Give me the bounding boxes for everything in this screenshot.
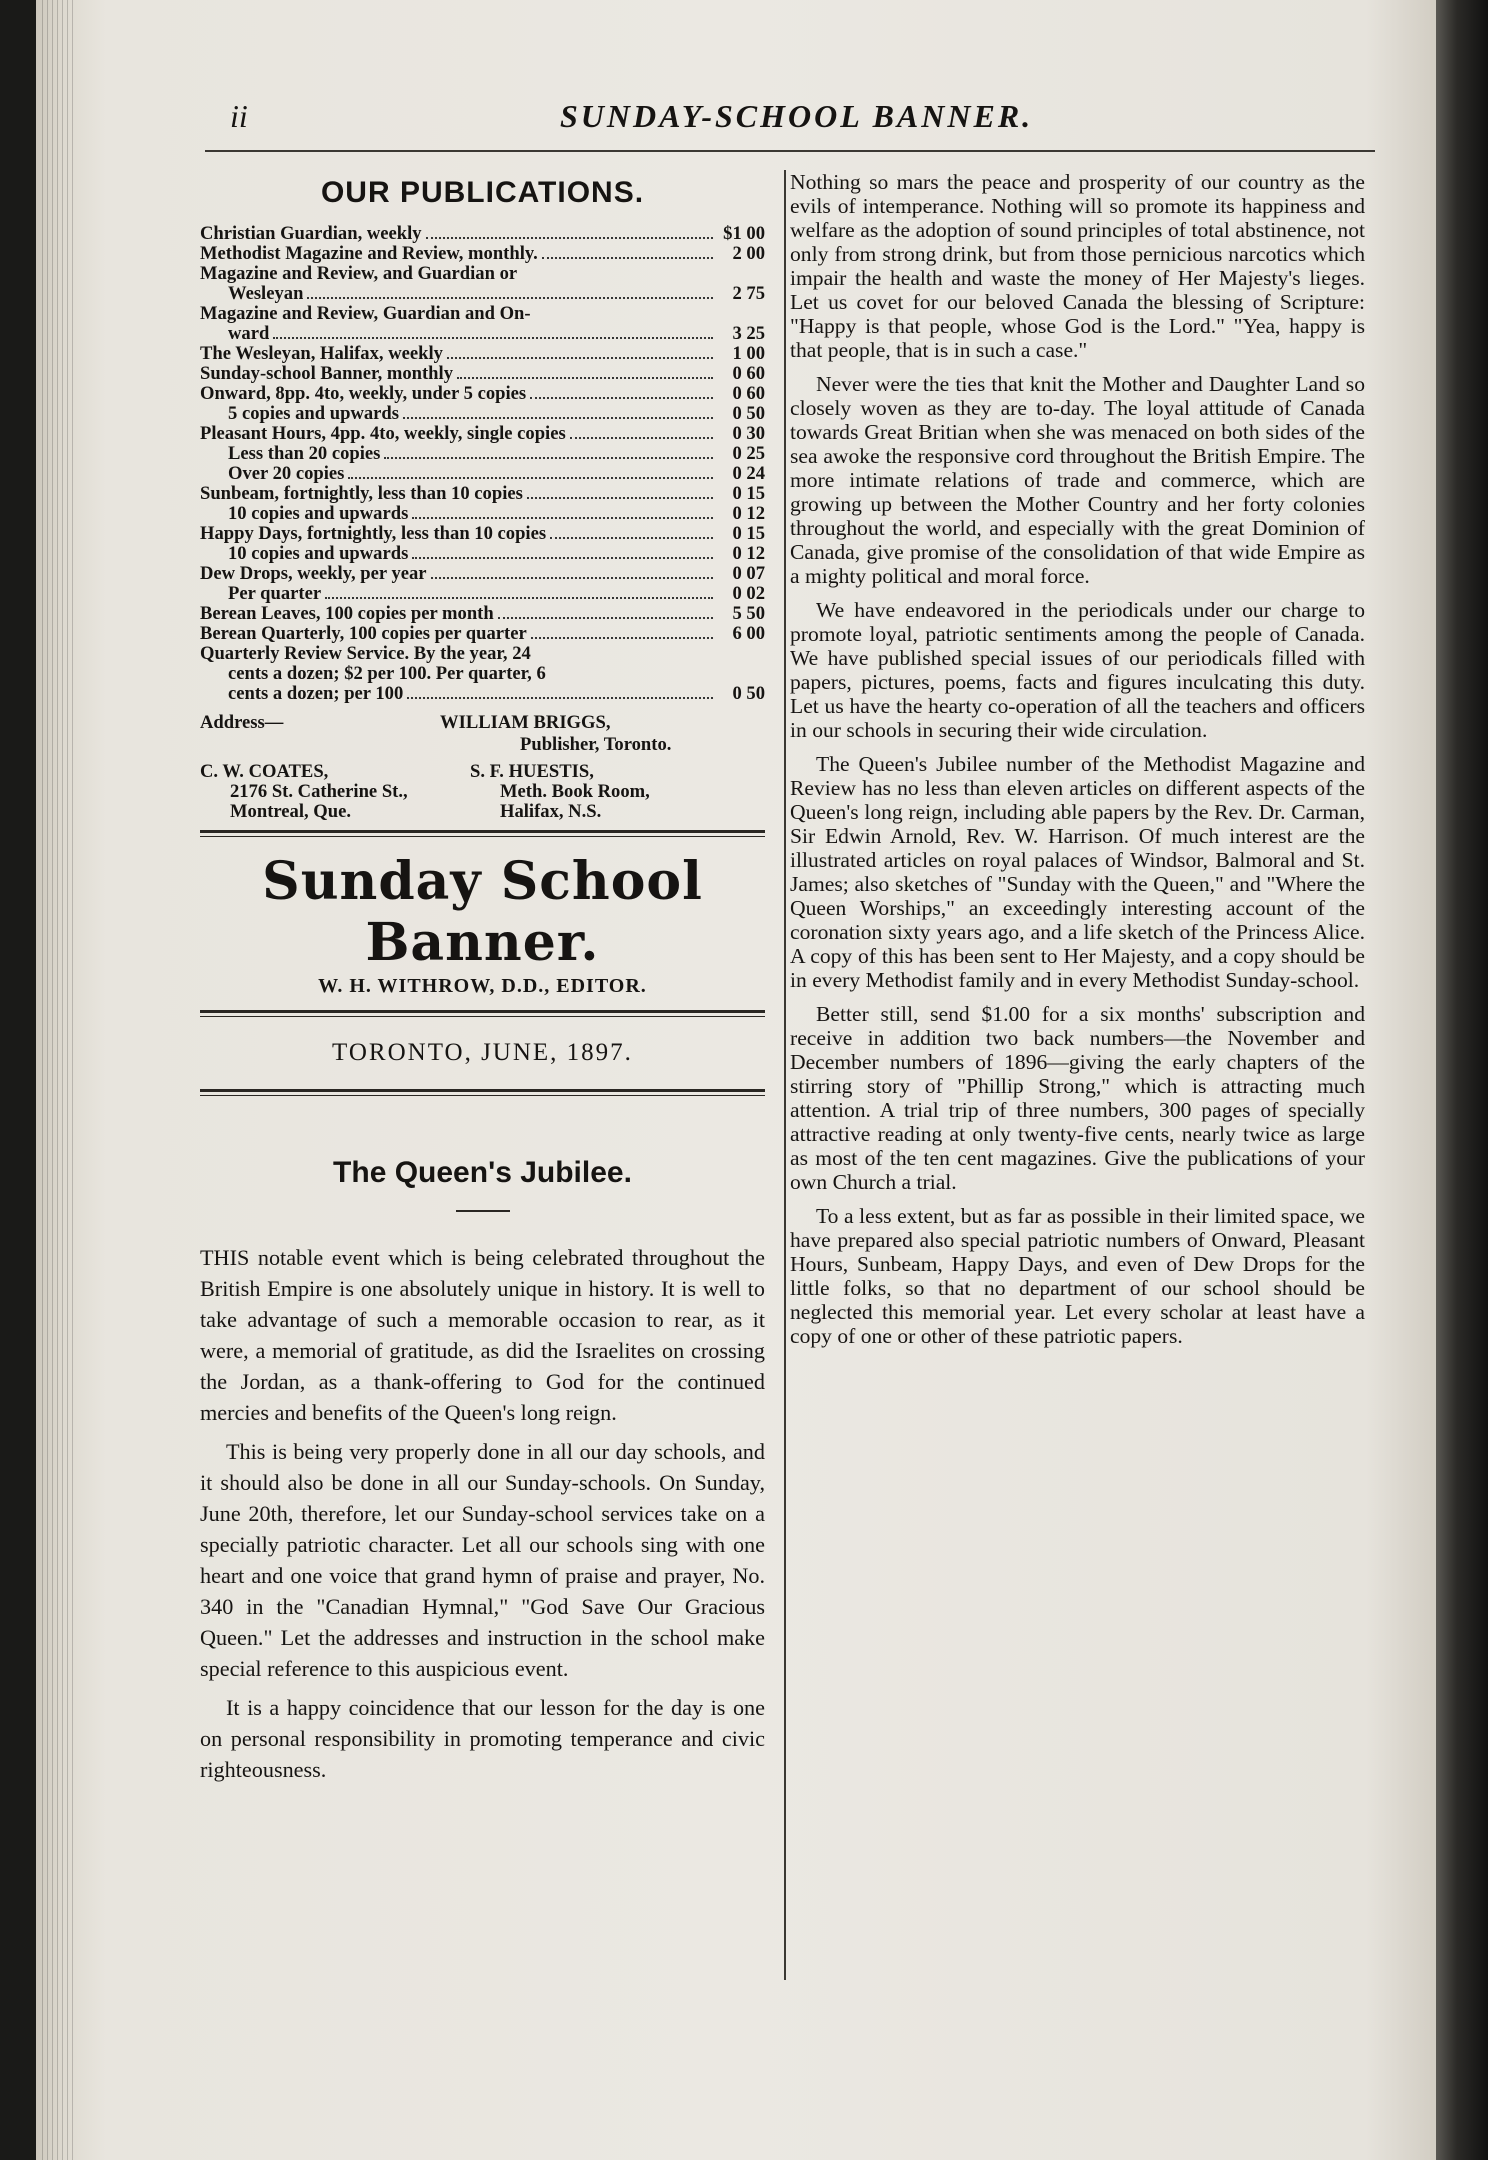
address-block bbox=[200, 712, 765, 830]
price-list-row bbox=[200, 664, 765, 684]
publication-price: 2 75 bbox=[732, 283, 765, 304]
article-paragraph: We have endeavored in the periodicals under our charge to promote loyal, patriotic sentiments among the people of Canada. We have published special issues of our periodicals filled with papers, pictures, poems, facts and figures inculcating this duty. Let us have the hearty co-operation of all the teachers and officers in our schools in securing their wide circulation. bbox=[790, 598, 1365, 742]
article-paragraph: This is being very properly done in all our day schools, and it should also be done in all our Sunday-schools. On Sunday, June 20th, therefore, let our Sunday-school services take on a specially patriotic character. Let all our schools sing with one heart and one voice that grand hymn of praise and prayer, No. 340 in the "Canadian Hymnal," "God Save Our Gracious Queen." Let the addresses and instruction in the school make special reference to this auspicious event. bbox=[200, 1439, 765, 1681]
leader-dots bbox=[447, 357, 713, 359]
publications-heading: OUR PUBLICATIONS. bbox=[320, 176, 645, 209]
article-paragraph: It is a happy coincidence that our lesson for the day is one on personal responsibility in promoting temperance and civic righteousness. bbox=[200, 1695, 765, 1782]
leader-dots bbox=[412, 517, 713, 519]
price-list-row bbox=[200, 344, 765, 364]
agent-line: 2176 St. Catherine St., bbox=[230, 781, 408, 802]
publication-price: 0 15 bbox=[732, 523, 765, 544]
leader-dots bbox=[384, 457, 713, 459]
publisher-place: Publisher, Toronto. bbox=[520, 734, 672, 755]
paragraph-text: notable event which is being celebrated throughout the British Empire is one absolutely unique in history. It is well to take advantage of such a memorable occasion to rear, as it were, a memorial of gratitude, as did the Israelites on crossing the Jordan, as a thank-offering to God for the continued mercies and benefits of the Queen's long reign. bbox=[200, 1245, 765, 1425]
publication-price: 0 15 bbox=[732, 483, 765, 504]
publication-price: 2 00 bbox=[732, 243, 765, 264]
agent-halifax bbox=[470, 762, 650, 822]
publication-price: 0 12 bbox=[732, 503, 765, 524]
price-list-row bbox=[200, 364, 765, 384]
leader-dots bbox=[570, 437, 713, 439]
publication-price: 0 60 bbox=[732, 383, 765, 404]
agent-montreal bbox=[200, 762, 408, 822]
leader-dots bbox=[273, 337, 713, 339]
publication-label: 10 copies and upwards bbox=[228, 544, 409, 564]
publication-price: 0 07 bbox=[732, 563, 765, 584]
agent-line: Halifax, N.S. bbox=[500, 801, 602, 822]
article-title: The Queen's Jubilee. bbox=[333, 1156, 632, 1189]
price-list-row bbox=[200, 384, 765, 404]
masthead-title: Sunday School Banner. bbox=[262, 851, 703, 973]
leader-dots bbox=[407, 697, 713, 699]
address-label: Address— bbox=[200, 712, 284, 733]
publication-label: Happy Days, fortnightly, less than 10 copies bbox=[200, 524, 547, 544]
publication-price: 0 12 bbox=[732, 543, 765, 564]
publication-label: Onward, 8pp. 4to, weekly, under 5 copies bbox=[200, 384, 527, 404]
publication-label: 10 copies and upwards bbox=[228, 504, 409, 524]
right-column bbox=[790, 170, 1365, 1358]
header-rule bbox=[205, 150, 1375, 152]
price-list-row bbox=[200, 404, 765, 424]
publication-label: The Wesleyan, Halifax, weekly bbox=[200, 344, 443, 364]
publication-label: Quarterly Review Service. By the year, 24 bbox=[200, 644, 531, 664]
publication-label: Magazine and Review, Guardian and On- bbox=[200, 304, 531, 324]
publication-label: 5 copies and upwards bbox=[228, 404, 400, 424]
publication-price: 0 02 bbox=[732, 583, 765, 604]
article-paragraph: The Queen's Jubilee number of the Methodist Magazine and Review has no less than eleven articles on different aspects of the Queen's long reign, including able papers by the Rev. Dr. Carman, Sir Edwin Arnold, Rev. W. Harrison. Of much interest are the illustrated articles on royal palaces of Windsor, Balmoral and St. James; also sketches of "Sunday with the Queen," and "Where the Queen Worships," an exceedingly interesting account of the coronation sixty years ago, and a life sketch of the Princess Alice. A copy of this has been sent to Her Majesty, and a copy should be in every Methodist family and in every Methodist Sunday-school. bbox=[790, 752, 1365, 992]
publication-price: 0 50 bbox=[732, 683, 765, 704]
running-head bbox=[230, 98, 1360, 138]
page-number: ii bbox=[230, 98, 248, 134]
price-list-row bbox=[200, 484, 765, 504]
publication-label: Berean Quarterly, 100 copies per quarter bbox=[200, 624, 527, 644]
article-paragraph: Nothing so mars the peace and prosperity of our country as the evils of intemperance. Nothing will so promote its happiness and welfare as the adoption of sound principles of total abstinence, not only from strong drink, but from those pernicious narcotics which impair the health and waste the money of Her Majesty's lieges. Let us covet for our beloved Canada the blessing of Scripture: "Happy is that people, whose God is the Lord." "Yea, happy is that people, that is in such a case." bbox=[790, 170, 1365, 362]
publication-price: 3 25 bbox=[732, 323, 765, 344]
leader-dots bbox=[403, 417, 713, 419]
agent-line: C. W. COATES, bbox=[200, 761, 329, 782]
leader-dots bbox=[498, 617, 713, 619]
publication-price: 1 00 bbox=[732, 343, 765, 364]
publication-price: 5 50 bbox=[732, 603, 765, 624]
publication-price: 6 00 bbox=[732, 623, 765, 644]
price-list-row bbox=[200, 624, 765, 644]
article-paragraph: To a less extent, but as far as possible in their limited space, we have prepared also special patriotic numbers of Onward, Pleasant Hours, Sunbeam, Happy Days, and even of Dew Drops for the little folks, so that no department of our school should be neglected this memorial year. Let every scholar at least have a copy of one or other of these patriotic papers. bbox=[790, 1204, 1365, 1348]
leader-dots bbox=[325, 597, 713, 599]
leader-dots bbox=[412, 557, 713, 559]
price-list-row bbox=[200, 564, 765, 584]
publication-label: Pleasant Hours, 4pp. 4to, weekly, single copies bbox=[200, 424, 566, 444]
price-list-row bbox=[200, 544, 765, 564]
agent-line: Meth. Book Room, bbox=[500, 781, 650, 802]
article-paragraph bbox=[200, 1242, 765, 1428]
price-list-row bbox=[200, 304, 765, 324]
editor-line: W. H. WITHROW, D.D., EDITOR. bbox=[318, 975, 647, 997]
publication-label: Sunbeam, fortnightly, less than 10 copies bbox=[200, 484, 523, 504]
publication-label: Wesleyan bbox=[228, 284, 304, 304]
publication-label: Less than 20 copies bbox=[228, 444, 381, 464]
article-paragraph: Never were the ties that knit the Mother and Daughter Land so closely woven as they are to-day. The loyal attitude of Canada towards Great Britian when she was menaced on both sides of the sea awoke the responsive cord throughout the British Empire. The more intimate relations of trade and commerce, which are growing up between the Mother Country and her forty colonies throughout the world, and especially with the great Dominion of Canada, give promise of the consolidation of that wide Empire as a mighty political and moral force. bbox=[790, 372, 1365, 588]
masthead-rule-mid bbox=[200, 1010, 765, 1017]
price-list-row bbox=[200, 324, 765, 344]
publication-label: Per quarter bbox=[228, 584, 322, 604]
price-list-row bbox=[200, 424, 765, 444]
article-body-left bbox=[200, 1242, 765, 1785]
publication-label: Over 20 copies bbox=[228, 464, 345, 484]
publication-price: 0 25 bbox=[732, 443, 765, 464]
price-list-row bbox=[200, 684, 765, 704]
article-body-right bbox=[790, 170, 1365, 1348]
price-list bbox=[200, 224, 765, 704]
publication-price: 0 24 bbox=[732, 463, 765, 484]
publication-label: Magazine and Review, and Guardian or bbox=[200, 264, 518, 284]
leader-dots bbox=[531, 637, 713, 639]
price-list-row bbox=[200, 584, 765, 604]
publication-label: cents a dozen; $2 per 100. Per quarter, 6 bbox=[228, 664, 546, 684]
leader-dots bbox=[307, 297, 713, 299]
price-list-row bbox=[200, 264, 765, 284]
price-list-row bbox=[200, 284, 765, 304]
price-list-row bbox=[200, 524, 765, 544]
publication-price: 0 30 bbox=[732, 423, 765, 444]
leader-dots bbox=[348, 477, 713, 479]
publication-price: $1 00 bbox=[723, 223, 765, 244]
leader-dots bbox=[530, 397, 713, 399]
publication-label: Methodist Magazine and Review, monthly. bbox=[200, 244, 538, 264]
publication-label: ward bbox=[228, 324, 270, 344]
leader-dots bbox=[527, 497, 713, 499]
price-list-row bbox=[200, 504, 765, 524]
publication-price: 0 50 bbox=[732, 403, 765, 424]
title-rule bbox=[456, 1210, 510, 1212]
left-column bbox=[200, 170, 765, 1793]
publication-label: cents a dozen; per 100 bbox=[228, 684, 404, 704]
publication-label: Berean Leaves, 100 copies per month bbox=[200, 604, 494, 624]
price-list-row bbox=[200, 444, 765, 464]
leader-dots bbox=[431, 577, 713, 579]
publication-label: Christian Guardian, weekly bbox=[200, 224, 422, 244]
binding-shadow bbox=[1436, 0, 1488, 2160]
price-list-row bbox=[200, 244, 765, 264]
publisher-name: WILLIAM BRIGGS, bbox=[440, 712, 611, 733]
masthead-rule-top bbox=[200, 830, 765, 837]
price-list-row bbox=[200, 604, 765, 624]
leader-dots bbox=[457, 377, 713, 379]
publication-label: Dew Drops, weekly, per year bbox=[200, 564, 427, 584]
price-list-row bbox=[200, 464, 765, 484]
publication-label: Sunday-school Banner, monthly bbox=[200, 364, 453, 384]
price-list-row bbox=[200, 224, 765, 244]
leader-dots bbox=[550, 537, 713, 539]
leader-dots bbox=[426, 237, 713, 239]
column-rule bbox=[784, 170, 786, 1980]
leader-dots bbox=[542, 257, 713, 259]
agent-line: Montreal, Que. bbox=[230, 801, 352, 822]
running-title: SUNDAY-SCHOOL BANNER. bbox=[560, 98, 1034, 134]
price-list-row bbox=[200, 644, 765, 664]
publication-price: 0 60 bbox=[732, 363, 765, 384]
dateline: TORONTO, JUNE, 1897. bbox=[332, 1039, 633, 1066]
agent-line: S. F. HUESTIS, bbox=[470, 761, 594, 782]
article-paragraph: Better still, send $1.00 for a six months' subscription and receive in addition two back numbers—the November and December numbers of 1896—giving the early chapters of the stirring story of "Phillip Strong," which is attracting much attention. A trial trip of three numbers, 300 pages of specially attractive reading at only twenty-five cents, nearly twice as large as most of the ten cent magazines. Give the publications of your own Church a trial. bbox=[790, 1002, 1365, 1194]
masthead-rule-bottom bbox=[200, 1089, 765, 1096]
lead-word: THIS bbox=[200, 1245, 250, 1270]
